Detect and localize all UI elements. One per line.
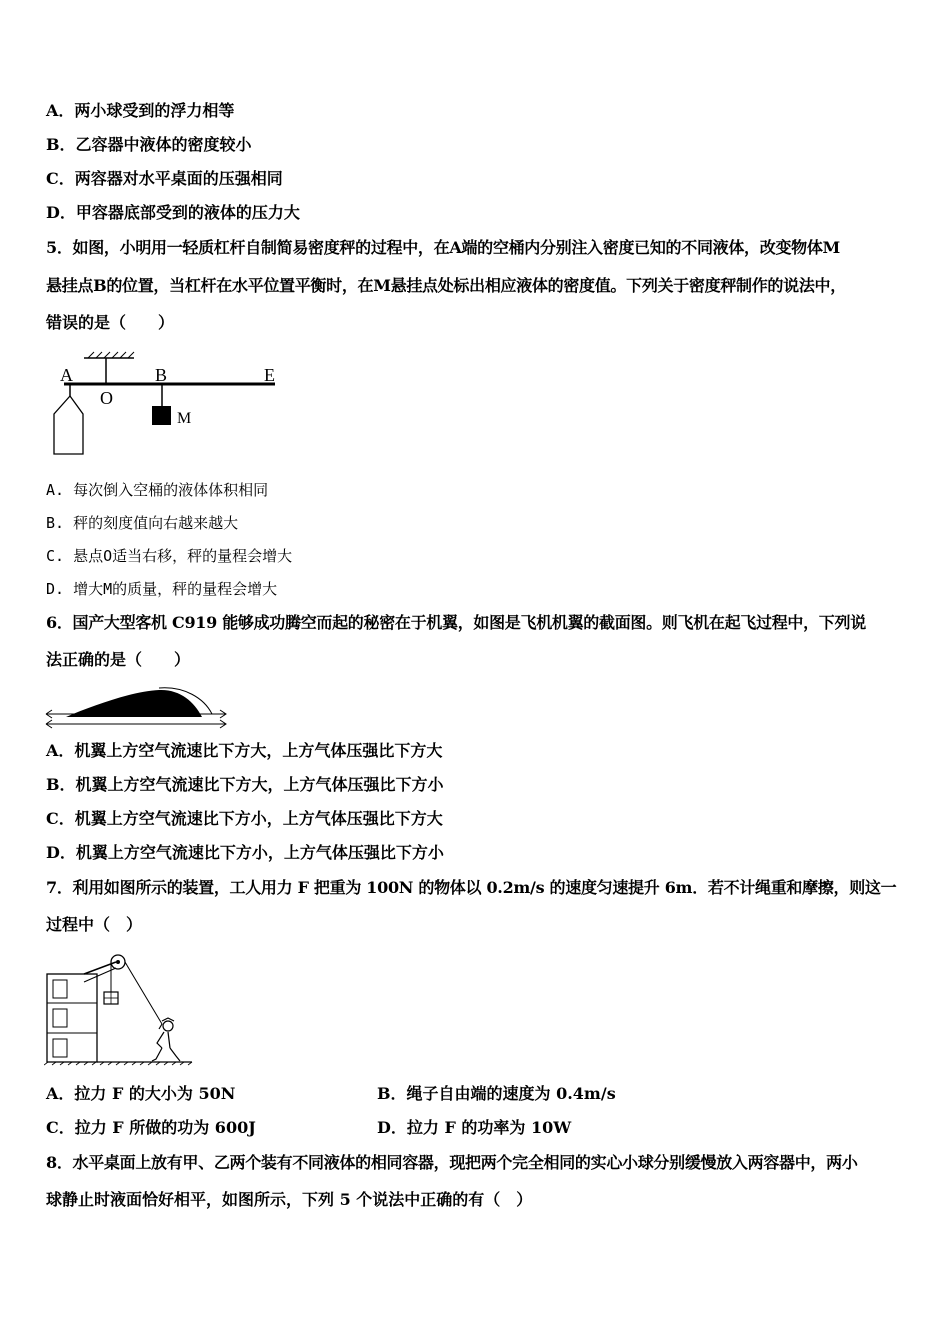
label-m: M xyxy=(177,410,192,427)
wing-cross-section-diagram xyxy=(44,683,234,729)
q6-option-b: B．机翼上方空气流速比下方大，上方气体压强比下方小 xyxy=(46,775,444,794)
q5-stem-line-1: 5．如图，小明用一轻质杠杆自制简易密度秤的过程中，在A端的空桶内分别注入密度已知的不同液体，改变物体M xyxy=(46,238,840,257)
lever-diagram xyxy=(44,350,284,460)
q5-stem-line-3: 错误的是（ ） xyxy=(46,313,175,332)
q7-stem-line-1: 7．利用如图所示的装置，工人用力 F 把重为 100N 的物体以 0.2m/s 的速度匀速提升 6m．若不计绳重和摩擦，则这一 xyxy=(46,878,897,897)
q6-option-d: D．机翼上方空气流速比下方小，上方气体压强比下方小 xyxy=(46,843,444,862)
q5-option-b: B. 秤的刻度值向右越来越大 xyxy=(46,514,239,532)
q8-stem-line-2: 球静止时液面恰好相平，如图所示，下列 5 个说法中正确的有（ ） xyxy=(46,1190,533,1209)
q4-option-d: D．甲容器底部受到的液体的压力大 xyxy=(46,203,300,222)
label-a: A xyxy=(60,365,73,385)
q7-option-d: D．拉力 F 的功率为 10W xyxy=(377,1118,572,1137)
wing-shape xyxy=(66,690,202,717)
q5-option-c: C. 悬点O适当右移，秤的量程会增大 xyxy=(46,547,293,565)
q5-option-a: A. 每次倒入空桶的液体体积相同 xyxy=(46,481,269,499)
q6-option-c: C．机翼上方空气流速比下方小，上方气体压强比下方大 xyxy=(46,809,443,828)
q6-stem-line-2: 法正确的是（ ） xyxy=(46,650,191,669)
q5-option-d: D. 增大M的质量，秤的量程会增大 xyxy=(46,580,278,598)
label-o: O xyxy=(100,388,113,408)
q6-stem-line-1: 6．国产大型客机 C919 能够成功腾空而起的秘密在于机翼，如图是飞机机翼的截面图。则飞机在起飞过程中，下列说 xyxy=(46,613,866,632)
weight-m xyxy=(152,406,171,425)
q7-option-a: A．拉力 F 的大小为 50N xyxy=(46,1084,236,1103)
q5-stem-line-2: 悬挂点B的位置，当杠杆在水平位置平衡时，在M悬挂点处标出相应液体的密度值。下列关于密度秤制作的说法中， xyxy=(46,276,846,295)
bucket-icon xyxy=(54,396,83,454)
q7-option-c: C．拉力 F 所做的功为 600J xyxy=(46,1118,256,1137)
q4-option-a: A．两小球受到的浮力相等 xyxy=(46,101,235,120)
label-b: B xyxy=(155,365,168,385)
q8-stem-line-1: 8．水平桌面上放有甲、乙两个装有不同液体的相同容器，现把两个完全相同的实心小球分别缓慢放入两容器中，两小 xyxy=(46,1153,858,1172)
q4-option-b: B．乙容器中液体的密度较小 xyxy=(46,135,252,154)
label-e: E xyxy=(264,365,275,385)
q7-option-b: B．绳子自由端的速度为 0.4m/s xyxy=(377,1084,616,1103)
pulley-worker-diagram xyxy=(44,944,194,1066)
q4-option-c: C．两容器对水平桌面的压强相同 xyxy=(46,169,283,188)
q7-stem-line-2: 过程中（ ） xyxy=(46,915,143,934)
worker-figure xyxy=(152,1018,180,1061)
q6-option-a: A．机翼上方空气流速比下方大，上方气体压强比下方大 xyxy=(46,741,443,760)
